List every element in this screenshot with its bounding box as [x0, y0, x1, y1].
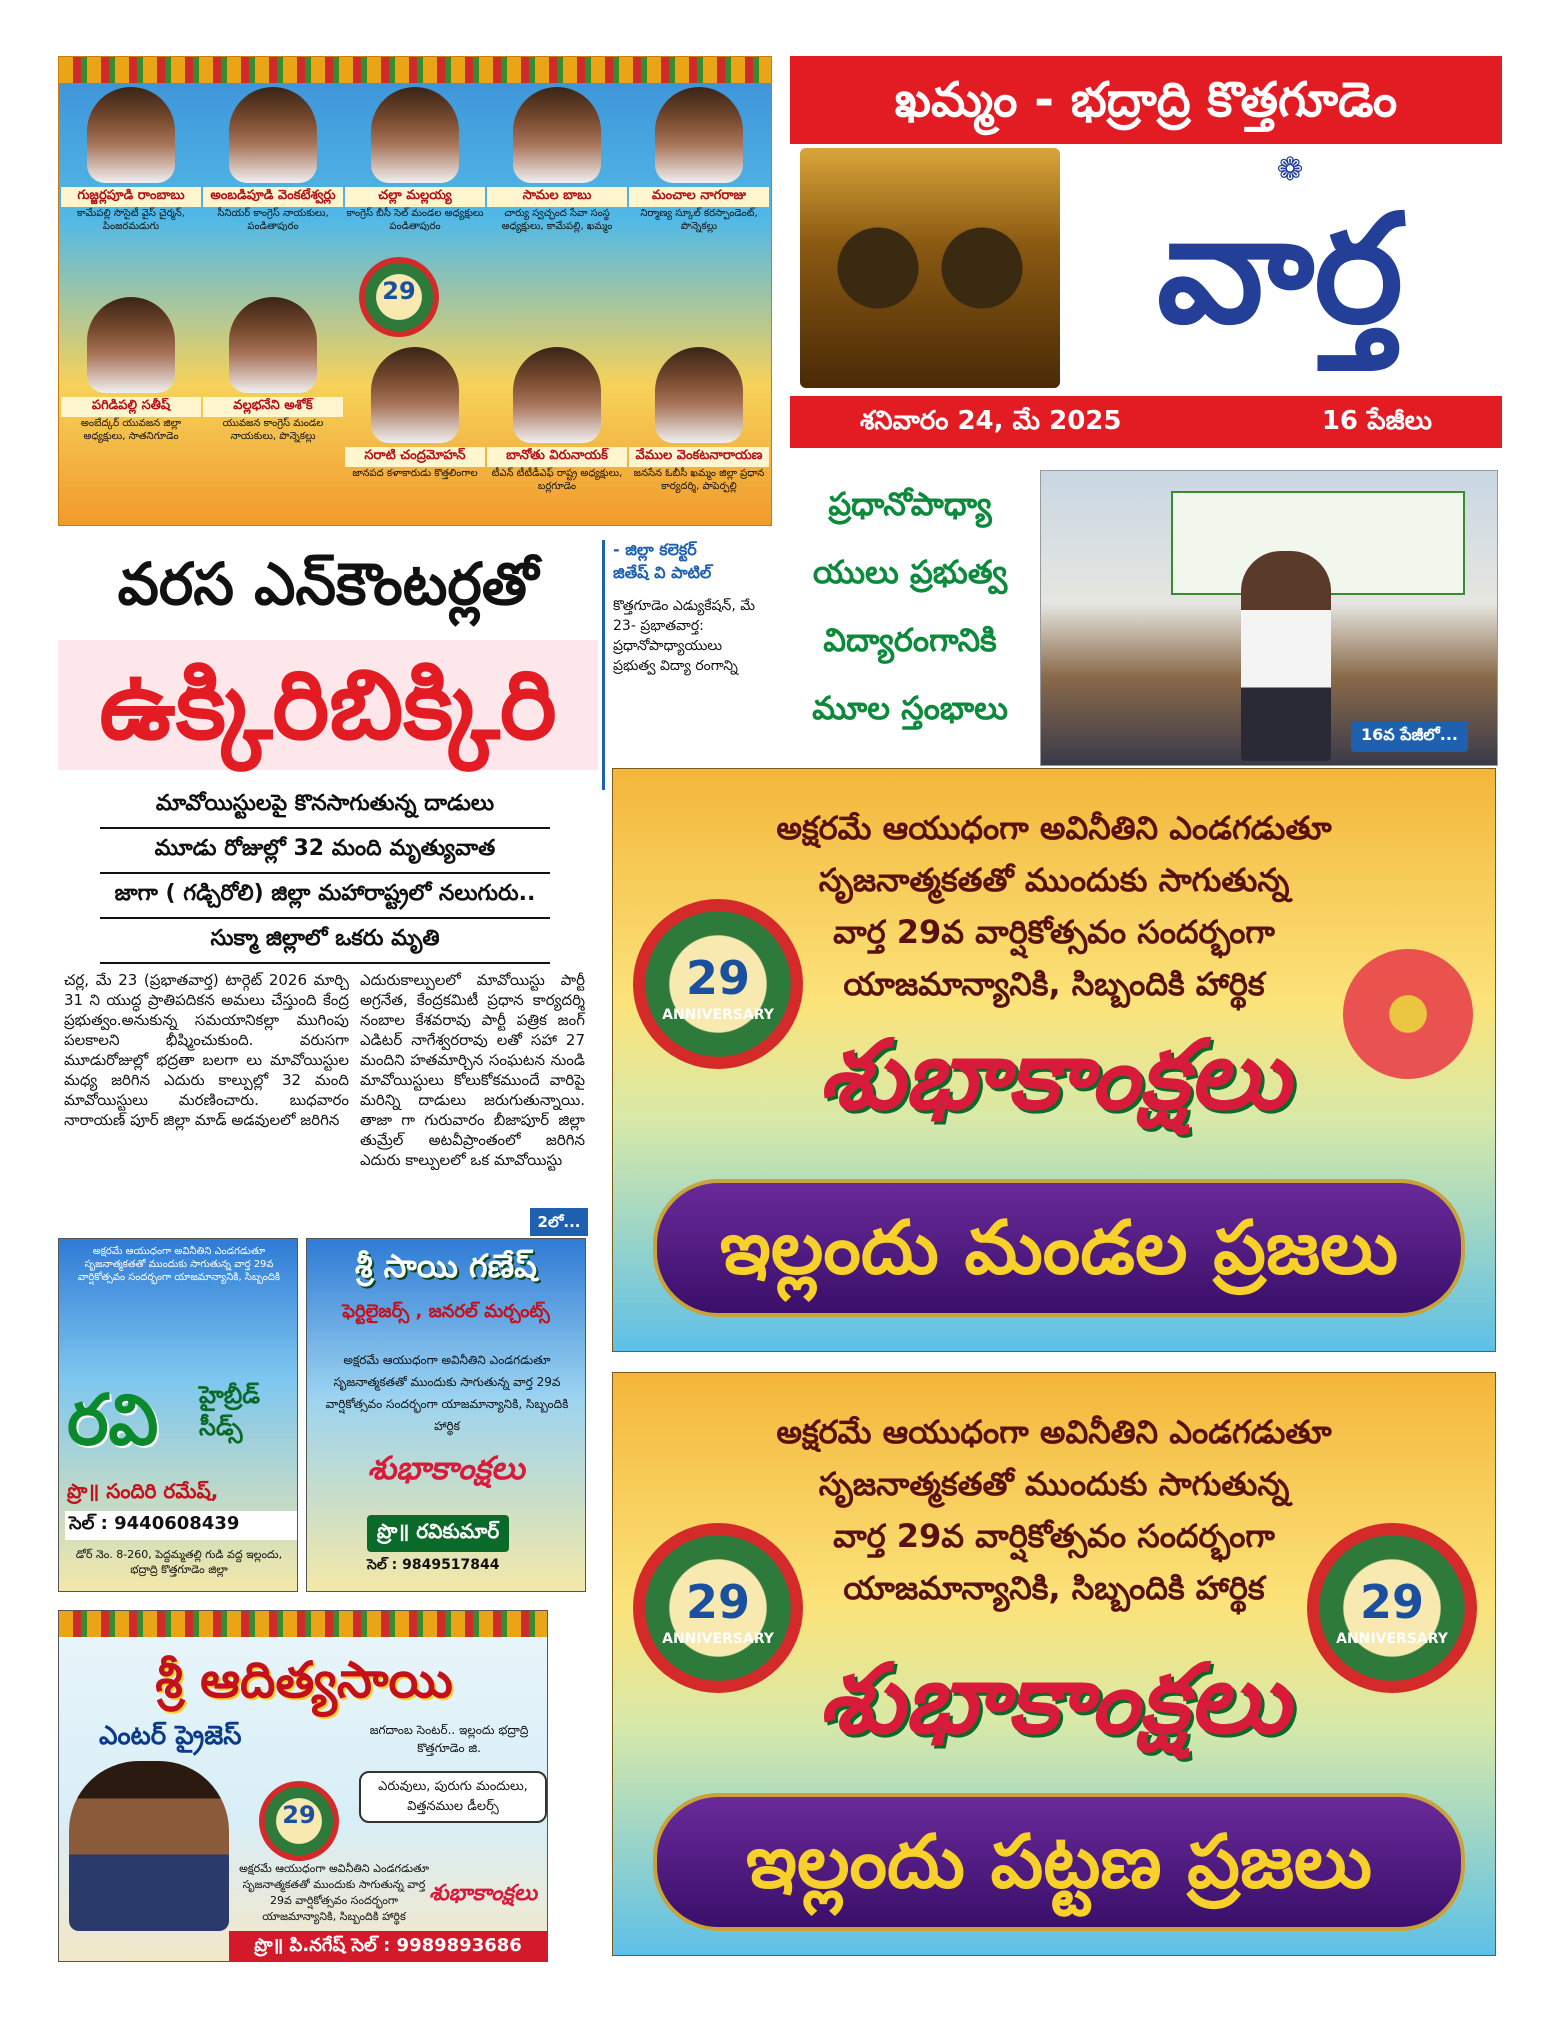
ad-line: యాజమాన్యానికి, సిబ్బందికి హార్థిక	[843, 1569, 1265, 1607]
anniversary-badge: 29 ANNIVERSARY	[1307, 1523, 1477, 1693]
ad-greeting: అక్షరమే ఆయుధంగా అవినీతిని ఎండగడుతూ సృజనాత్మకతతో ముందుకు సాగుతున్న వార్త 29వ వార్షికోత్సవం సందర్భంగా యాజమాన్యానికి, సిబ్బందికి	[77, 1246, 281, 1283]
ad-line: సృజనాత్మకతతో ముందుకు సాగుతున్న	[818, 1465, 1290, 1503]
person-photo	[371, 87, 459, 183]
person-photo	[513, 347, 601, 443]
ad-line: అక్షరమే ఆయుధంగా అవినీతిని ఎండగడుతూ	[776, 1413, 1332, 1451]
teaser-line: విద్యారంగానికి	[823, 621, 997, 659]
collector-body: కొత్తగూడెం ఎడ్యుకేషన్, మే 23- ప్రభాతవార్త: ప్రధానోపాధ్యాయులు ప్రభుత్వ విద్యా రంగాన్ని	[613, 598, 756, 674]
person-name: పగిడిపల్లి సతీష్	[61, 397, 201, 417]
article-column-1: చర్ల, మే 23 (ప్రభాతవార్త) టార్గెట్ 2026 మార్చి 31 ని యుద్ధ ప్రాతిపదికన అమలు చేస్తుంది కేంద్ర ప్రభుత్వం.అనుకున్న సమయానికల్లా ముగింపు పలకాలని భీష్మించుకుంది. వరుసగా మూడురోజుల్లో భద్రతా బలగా లు మావోయిస్టుల మధ్య జరిగిన ఎదురు కాల్పుల్లో 32 మంది మావోయిస్టులు మరణించారు. బుధవారం నారాయణ్ పూర్ జిల్లా మాడ్ అడవులలో జరిగిన	[64, 971, 349, 1129]
person-role: కాంగ్రెస్ బీసీ సెల్ మండల అధ్యక్షులు పండితాపురం	[346, 208, 484, 232]
business-name: శ్రీ సాయి గణేష్	[355, 1247, 537, 1285]
teaser-line: యులు ప్రభుత్వ	[812, 553, 1008, 591]
person-name: సరాటి చంద్రమోహన్	[345, 447, 485, 467]
masthead-band	[790, 56, 1502, 144]
person-card	[487, 87, 627, 233]
education-photo	[1040, 470, 1498, 766]
page-count: 16 పేజీలు	[1321, 406, 1432, 436]
person-name: వేముల వెంకటనారాయణ	[629, 447, 769, 467]
person-role: సీనియర్ కాంగ్రెస్ నాయకులు, పండితాపురం	[217, 208, 329, 232]
wish-text: శుభాకాంక్షలు	[818, 1643, 1290, 1755]
person-card	[203, 297, 343, 443]
phone-number: సెల్ : 9440608439	[65, 1511, 298, 1540]
collector-strip	[602, 540, 762, 790]
issue-date: శనివారం 24, మే 2025	[860, 406, 1122, 436]
ad-line: అక్షరమే ఆయుధంగా అవినీతిని ఎండగడుతూ	[776, 809, 1332, 847]
person-role: టీఎన్ టీటీడీఎఫ్ రాష్ట్ర అధ్యక్షులు, బర్లగూడెం	[491, 468, 623, 492]
greeting-from: ఇల్లందు మండల ప్రజలు	[719, 1205, 1399, 1291]
date-band	[790, 396, 1502, 448]
person-role: జనసేన ఓబీసీ ఖమ్మం జిల్లా ప్రధాన కార్యదర్శి, పాపెర్పల్లి	[633, 468, 765, 492]
dealer-box: ఎరువులు, పురుగు మందులు, విత్తనముల డీలర్స్	[359, 1771, 547, 1823]
subheadline: సుక్మా జిల్లాలో ఒకరు మృతి	[100, 920, 550, 964]
person-role: అంబేద్కర్ యువజన జిల్లా అధ్యక్షులు, సాతనిగూడెం	[80, 418, 182, 442]
teaser-line: ప్రధానోపాధ్యా	[828, 485, 992, 523]
person-card	[61, 87, 201, 233]
collector-name: జితేష్ వి పాటిల్	[613, 563, 712, 582]
greeting-from: ఇల్లందు పట్టణ ప్రజలు	[746, 1819, 1372, 1905]
wish-text: శుభాకాంక్షలు	[818, 1019, 1290, 1131]
person-name: బానోతు విరునాయక్	[487, 447, 627, 467]
anniversary-badge: 29 ANNIVERSARY	[633, 899, 803, 1069]
newspaper-title: వార్త	[1156, 183, 1404, 357]
person-name: అంబడిపూడి వెంకటేశ్వర్లు	[203, 187, 343, 207]
person-name: వల్లభనేని అశోక్	[203, 397, 343, 417]
continued-badge[interactable]: 2లో...	[530, 1208, 588, 1236]
anniversary-badge: 29	[359, 257, 439, 337]
address: డోర్ నెం. 8-260, పెద్దమ్మతల్లి గుడి వద్ద ఇల్లందు, భద్రాద్రి కొత్తగూడెం జిల్లా	[75, 1548, 283, 1576]
person-name: గుజ్జర్లపూడి రాంబాబు	[61, 187, 201, 207]
person-photo	[87, 297, 175, 393]
wish-text: శుభాకాంక్షలు	[429, 1881, 538, 1906]
person-photo	[229, 297, 317, 393]
teaser-line: మూల స్తంభాలు	[812, 689, 1008, 727]
education-teaser-title[interactable]	[790, 470, 1030, 742]
aditya-sai-ad	[58, 1610, 548, 1962]
person-name: చల్లా మల్లయ్య	[345, 187, 485, 207]
greetings-ad-top	[58, 56, 772, 526]
headline-line-2: ఉక్కిరిబిక్కిరి	[58, 640, 598, 770]
ad-message: అక్షరమే ఆయుధంగా అవినీతిని ఎండగడుతూ సృజనాత్మకతతో ముందుకు సాగుతున్న వార్త 29వ వార్షికోత్సవం సందర్భంగా యాజమాన్యానికి, సిబ్బందికి హార్థిక	[325, 1353, 569, 1433]
person-role: కామేపల్లి సొసైటీ వైస్ చైర్మన్, పింజరమడుగు	[77, 208, 185, 232]
person-photo	[87, 87, 175, 183]
article-column-2: ఎదురుకాల్పులలో మావోయిస్టు పార్టీ అగ్రనేత, కేంద్రకమిటీ ప్రధాన కార్యదర్శి నంబాల కేశవరావు పార్టీ పత్రిక జంగ్ ఎడిటర్ నాగేశ్వరరావు లతో సహా 27 మందిని హతమార్చిన సంఘటన నుండి మావోయిస్టులు కోలుకోకముందే వారిపై మరిన్ని దాడులు జరుగుతున్నాయి. తాజా గా గురువారం బీజాపూర్ జిల్లా తుమ్రేల్ అటవీప్రాంతంలో జరిగిన ఎదురు కాల్పులలో ఒక మావోయిస్టు	[360, 971, 585, 1169]
subheadline: జాగా ( గడ్చిరోలి) జిల్లా మహారాష్ట్రలో నలుగురు..	[100, 875, 550, 919]
continued-link[interactable]: 16వ పేజీలో...	[1351, 721, 1468, 752]
garland-decoration	[59, 57, 771, 83]
person-card	[487, 347, 627, 493]
person-card	[203, 87, 343, 233]
person-photo	[513, 87, 601, 183]
person-name: సామల బాబు	[487, 187, 627, 207]
proprietor-contact: ప్రొ॥ పి.నగేష్ సెల్ : 9989893686	[229, 1931, 547, 1961]
business-name: శ్రీ ఆదిత్యసాయి	[155, 1651, 453, 1709]
proprietor-photo	[69, 1761, 229, 1931]
masthead-subtitle: ఖమ్మం - భద్రాద్రి కొత్తగూడెం	[894, 72, 1398, 128]
subheadline: మూడు రోజుల్లో 32 మంది మృత్యువాత	[100, 830, 550, 874]
ad-line: వార్త 29వ వార్షికోత్సవం సందర్భంగా	[833, 913, 1275, 951]
greeting-ad-town	[612, 1372, 1496, 1956]
proprietor: ప్రొ॥ సందిరి రమేష్,	[67, 1479, 219, 1503]
greeting-ad-mandal	[612, 768, 1496, 1352]
ad-line: యాజమాన్యానికి, సిబ్బందికి హార్థిక	[843, 965, 1265, 1003]
anniversary-badge: 29 ANNIVERSARY	[633, 1523, 803, 1693]
person-role: యువజన కాంగ్రెస్ మండల నాయకులు, పొన్నెకల్లు	[222, 418, 324, 442]
ad-message: అక్షరమే ఆయుధంగా అవినీతిని ఎండగడుతూ సృజనాత్మకతతో ముందుకు సాగుతున్న వార్త 29వ వార్షికోత్సవం సందర్భంగా యాజమాన్యానికి, సిబ్బందికి హార్థిక	[239, 1862, 429, 1923]
anniversary-badge: 29	[259, 1781, 339, 1861]
person-photo	[371, 347, 459, 443]
person-photo	[229, 87, 317, 183]
person-card	[629, 347, 769, 493]
business-type: ఎంటర్ ప్రైజెస్	[99, 1721, 242, 1751]
ad-line: వార్త 29వ వార్షికోత్సవం సందర్భంగా	[833, 1517, 1275, 1555]
bird-logo-icon: ❁	[1276, 150, 1304, 188]
product-name	[199, 1379, 260, 1443]
ravi-seeds-ad	[58, 1238, 298, 1592]
person-role: జానపద కళాకారుడు కొత్తలింగాల	[352, 468, 478, 479]
address: జగదాంబ సెంటర్.. ఇల్లందు భద్రాద్రి కొత్తగూడెం జి.	[369, 1723, 529, 1755]
ad-line: సృజనాత్మకతతో ముందుకు సాగుతున్న	[818, 861, 1290, 899]
product-line: హైబ్రీడ్	[199, 1381, 261, 1409]
person-role: నిర్మాణ్య స్కూల్ కరస్పాండెంట్, పొన్నెకల్లు	[640, 208, 758, 232]
speaker-figure	[1241, 551, 1331, 761]
deity-image	[800, 148, 1060, 388]
person-role: చార్యు స్వచ్ఛంద సేవా సంస్థ అధ్యక్షులు, కామేపల్లి, ఖమ్మం	[501, 208, 613, 232]
person-card	[345, 347, 485, 480]
person-card	[61, 297, 201, 443]
proprietor: ప్రొ॥ రవికుమార్	[367, 1515, 509, 1552]
greeting-from-band	[653, 1793, 1465, 1931]
business-type: ఫెర్టిలైజర్స్ , జనరల్ మర్చంట్స్	[342, 1301, 550, 1322]
person-photo	[655, 347, 743, 443]
wish-text: శుభాకాంక్షలు	[367, 1449, 525, 1487]
sai-ganesh-ad	[306, 1238, 586, 1592]
person-card	[345, 87, 485, 233]
person-name: మంచాల నాగరాజు	[629, 187, 769, 207]
phone-number: సెల్ : 9849517844	[367, 1557, 500, 1573]
greeting-from-band	[653, 1179, 1465, 1317]
brand-name: రవి	[67, 1379, 159, 1461]
garland-decoration	[59, 1611, 547, 1637]
product-line: సీడ్స్	[199, 1413, 243, 1441]
subheadline: మావోయిస్టులపై కొనసాగుతున్న దాడులు	[100, 785, 550, 829]
collector-title: - జిల్లా కలెక్టర్	[613, 540, 697, 559]
headline-line-1: వరస ఎన్‌కౌంటర్లతో	[117, 550, 539, 618]
person-photo	[655, 87, 743, 183]
person-card	[629, 87, 769, 233]
